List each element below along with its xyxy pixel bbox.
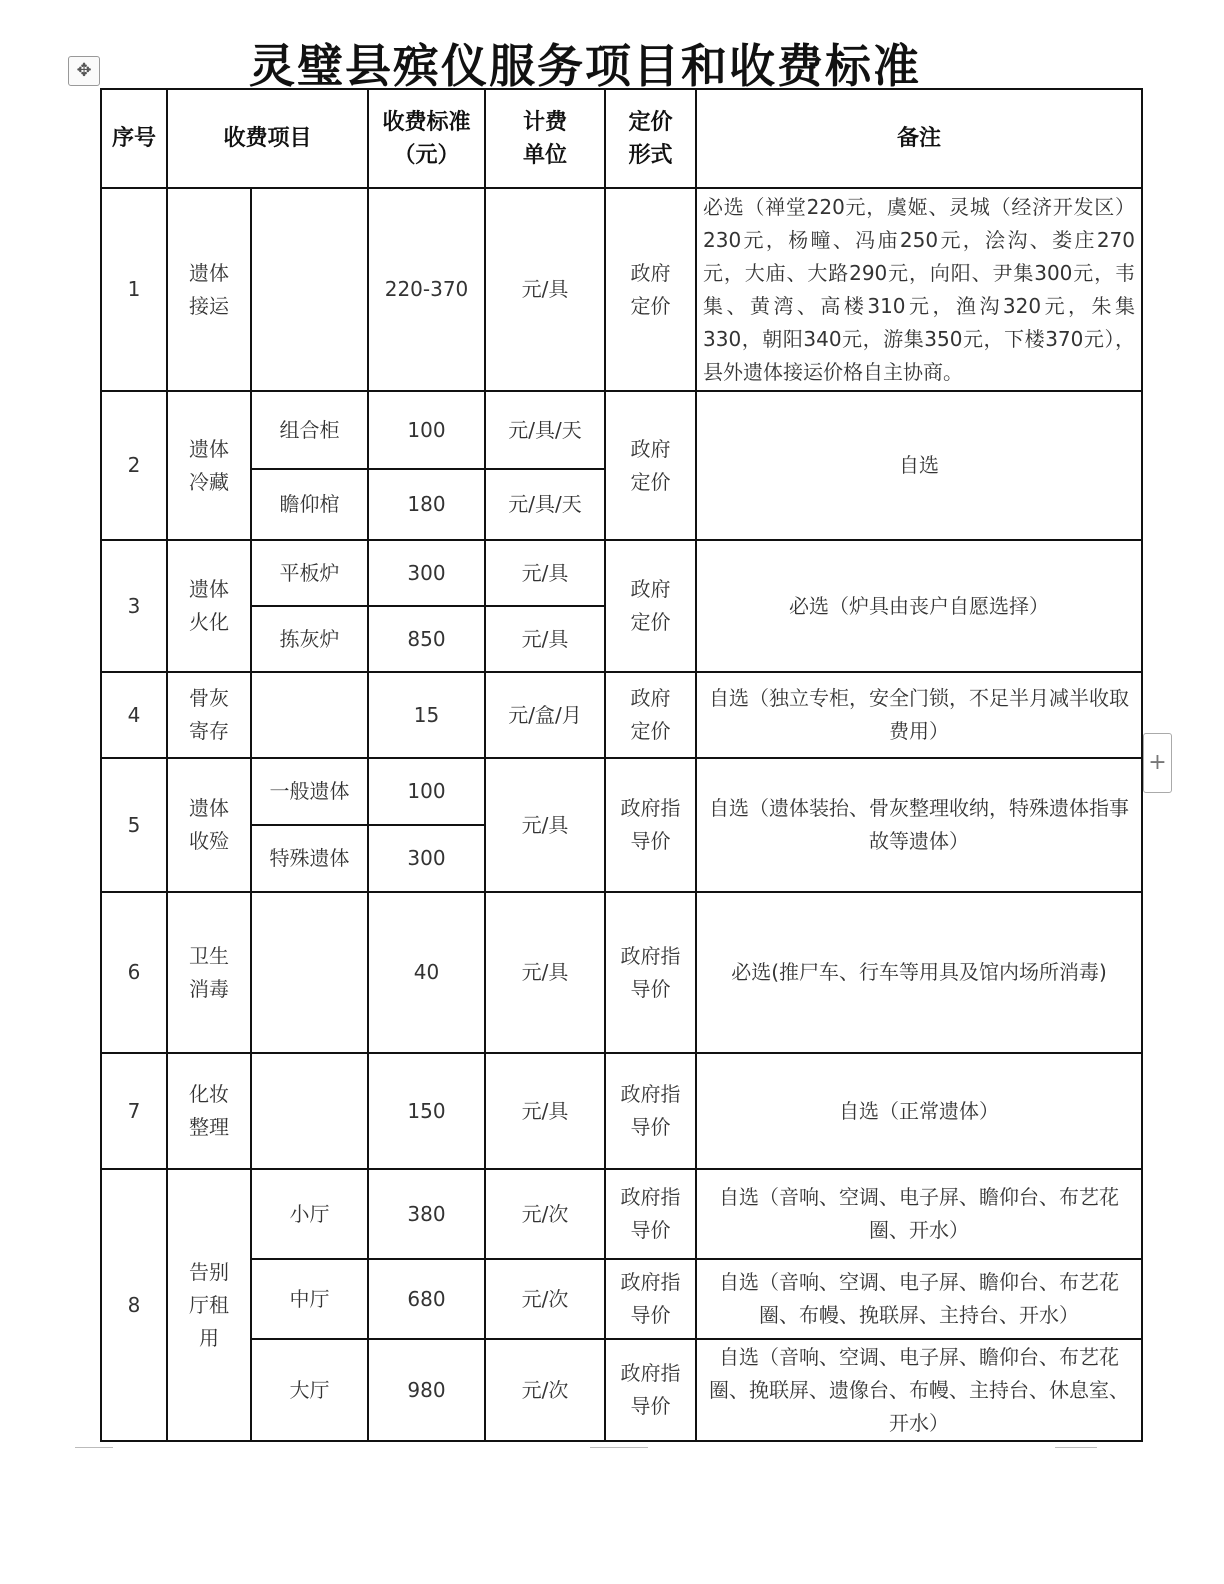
row-subitem [251, 188, 368, 391]
row-note: 自选（音响、空调、电子屏、瞻仰台、布艺花圈、挽联屏、遗像台、布幔、主持台、休息室、开水） [696, 1339, 1142, 1441]
row-index: 3 [101, 540, 167, 672]
row-price: 680 [368, 1259, 485, 1339]
row-form: 政府指导价 [605, 1259, 696, 1339]
table-row [101, 892, 1142, 1053]
row-note: 自选 [696, 391, 1142, 540]
row-price: 100 [368, 758, 485, 825]
move-arrows-icon: ✥ [76, 60, 92, 81]
row-note: 自选（独立专柜，安全门锁，不足半月减半收取费用） [696, 672, 1142, 758]
fee-table [100, 88, 1143, 1442]
row-subitem [251, 672, 368, 758]
table-row [101, 1053, 1142, 1169]
row-form: 政府定价 [605, 391, 696, 540]
header-row [101, 89, 1142, 188]
row-form: 政府定价 [605, 540, 696, 672]
row-index: 6 [101, 892, 167, 1053]
row-note: 自选（正常遗体） [696, 1053, 1142, 1169]
row-subitem [251, 892, 368, 1053]
table-add-column-button[interactable] [1143, 733, 1172, 793]
column-resize-marks [75, 1443, 1175, 1455]
table-row [101, 1339, 1142, 1441]
row-price: 220-370 [368, 188, 485, 391]
row-unit: 元/次 [485, 1259, 605, 1339]
table-move-handle[interactable] [68, 56, 100, 86]
row-unit: 元/盒/月 [485, 672, 605, 758]
row-subitem: 拣灰炉 [251, 606, 368, 672]
table-row [101, 540, 1142, 606]
table-row [101, 672, 1142, 758]
row-form: 政府指导价 [605, 1169, 696, 1259]
row-unit: 元/具 [485, 188, 605, 391]
row-price: 40 [368, 892, 485, 1053]
row-note: 自选（音响、空调、电子屏、瞻仰台、布艺花圈、布幔、挽联屏、主持台、开水） [696, 1259, 1142, 1339]
row-item: 骨灰寄存 [167, 672, 251, 758]
row-price: 300 [368, 540, 485, 606]
row-unit: 元/次 [485, 1169, 605, 1259]
row-index: 4 [101, 672, 167, 758]
row-subitem: 组合柜 [251, 391, 368, 469]
row-price: 180 [368, 469, 485, 540]
plus-icon: + [1148, 750, 1167, 775]
header-pricing-form: 定价形式 [605, 89, 696, 188]
row-item: 遗体收殓 [167, 758, 251, 892]
row-item: 卫生消毒 [167, 892, 251, 1053]
row-price: 150 [368, 1053, 485, 1169]
row-subitem: 大厅 [251, 1339, 368, 1441]
row-subitem: 小厅 [251, 1169, 368, 1259]
resize-mark [590, 1447, 648, 1448]
row-index: 2 [101, 391, 167, 540]
row-note: 必选(推尸车、行车等用具及馆内场所消毒) [696, 892, 1142, 1053]
resize-mark [75, 1447, 113, 1448]
row-form: 政府指导价 [605, 1053, 696, 1169]
row-item: 遗体火化 [167, 540, 251, 672]
row-form: 政府指导价 [605, 758, 696, 892]
row-subitem: 特殊遗体 [251, 825, 368, 892]
row-index: 1 [101, 188, 167, 391]
table-row [101, 758, 1142, 825]
row-subitem: 平板炉 [251, 540, 368, 606]
row-unit: 元/具 [485, 606, 605, 672]
row-unit: 元/具 [485, 892, 605, 1053]
row-unit: 元/具 [485, 1053, 605, 1169]
row-unit: 元/具 [485, 758, 605, 892]
row-index: 8 [101, 1169, 167, 1441]
row-subitem: 中厅 [251, 1259, 368, 1339]
row-unit: 元/具/天 [485, 469, 605, 540]
table-row [101, 1259, 1142, 1339]
row-note: 必选（禅堂220元，虞姬、灵城（经济开发区）230元，杨疃、冯庙250元，浍沟、娄庄270元，大庙、大路290元，向阳、尹集300元，韦集、黄湾、高楼310元，渔沟320元，朱集330，朝阳340元，游集350元，下楼370元），县外遗体接运价格自主协商。 [696, 188, 1142, 391]
table-row [101, 1169, 1142, 1259]
row-item: 遗体冷藏 [167, 391, 251, 540]
row-form: 政府指导价 [605, 1339, 696, 1441]
row-note: 自选（音响、空调、电子屏、瞻仰台、布艺花圈、开水） [696, 1169, 1142, 1259]
header-unit: 计费单位 [485, 89, 605, 188]
row-item: 化妆整理 [167, 1053, 251, 1169]
row-price: 100 [368, 391, 485, 469]
row-price: 300 [368, 825, 485, 892]
row-price: 15 [368, 672, 485, 758]
row-note: 自选（遗体装抬、骨灰整理收纳，特殊遗体指事故等遗体） [696, 758, 1142, 892]
row-subitem: 一般遗体 [251, 758, 368, 825]
row-index: 7 [101, 1053, 167, 1169]
row-form: 政府定价 [605, 672, 696, 758]
header-item: 收费项目 [167, 89, 368, 188]
header-price: 收费标准（元） [368, 89, 485, 188]
row-form: 政府指导价 [605, 892, 696, 1053]
row-price: 850 [368, 606, 485, 672]
row-note: 必选（炉具由丧户自愿选择） [696, 540, 1142, 672]
page-title: 灵璧县殡仪服务项目和收费标准 [249, 39, 921, 93]
row-index: 5 [101, 758, 167, 892]
header-index: 序号 [101, 89, 167, 188]
header-note: 备注 [696, 89, 1142, 188]
table-row [101, 391, 1142, 469]
row-item: 遗体接运 [167, 188, 251, 391]
row-form: 政府定价 [605, 188, 696, 391]
row-unit: 元/具 [485, 540, 605, 606]
row-subitem: 瞻仰棺 [251, 469, 368, 540]
row-subitem [251, 1053, 368, 1169]
row-item: 告别厅租用 [167, 1169, 251, 1441]
row-unit: 元/次 [485, 1339, 605, 1441]
row-price: 380 [368, 1169, 485, 1259]
table-row [101, 188, 1142, 391]
resize-mark [1055, 1447, 1097, 1448]
row-price: 980 [368, 1339, 485, 1441]
row-unit: 元/具/天 [485, 391, 605, 469]
